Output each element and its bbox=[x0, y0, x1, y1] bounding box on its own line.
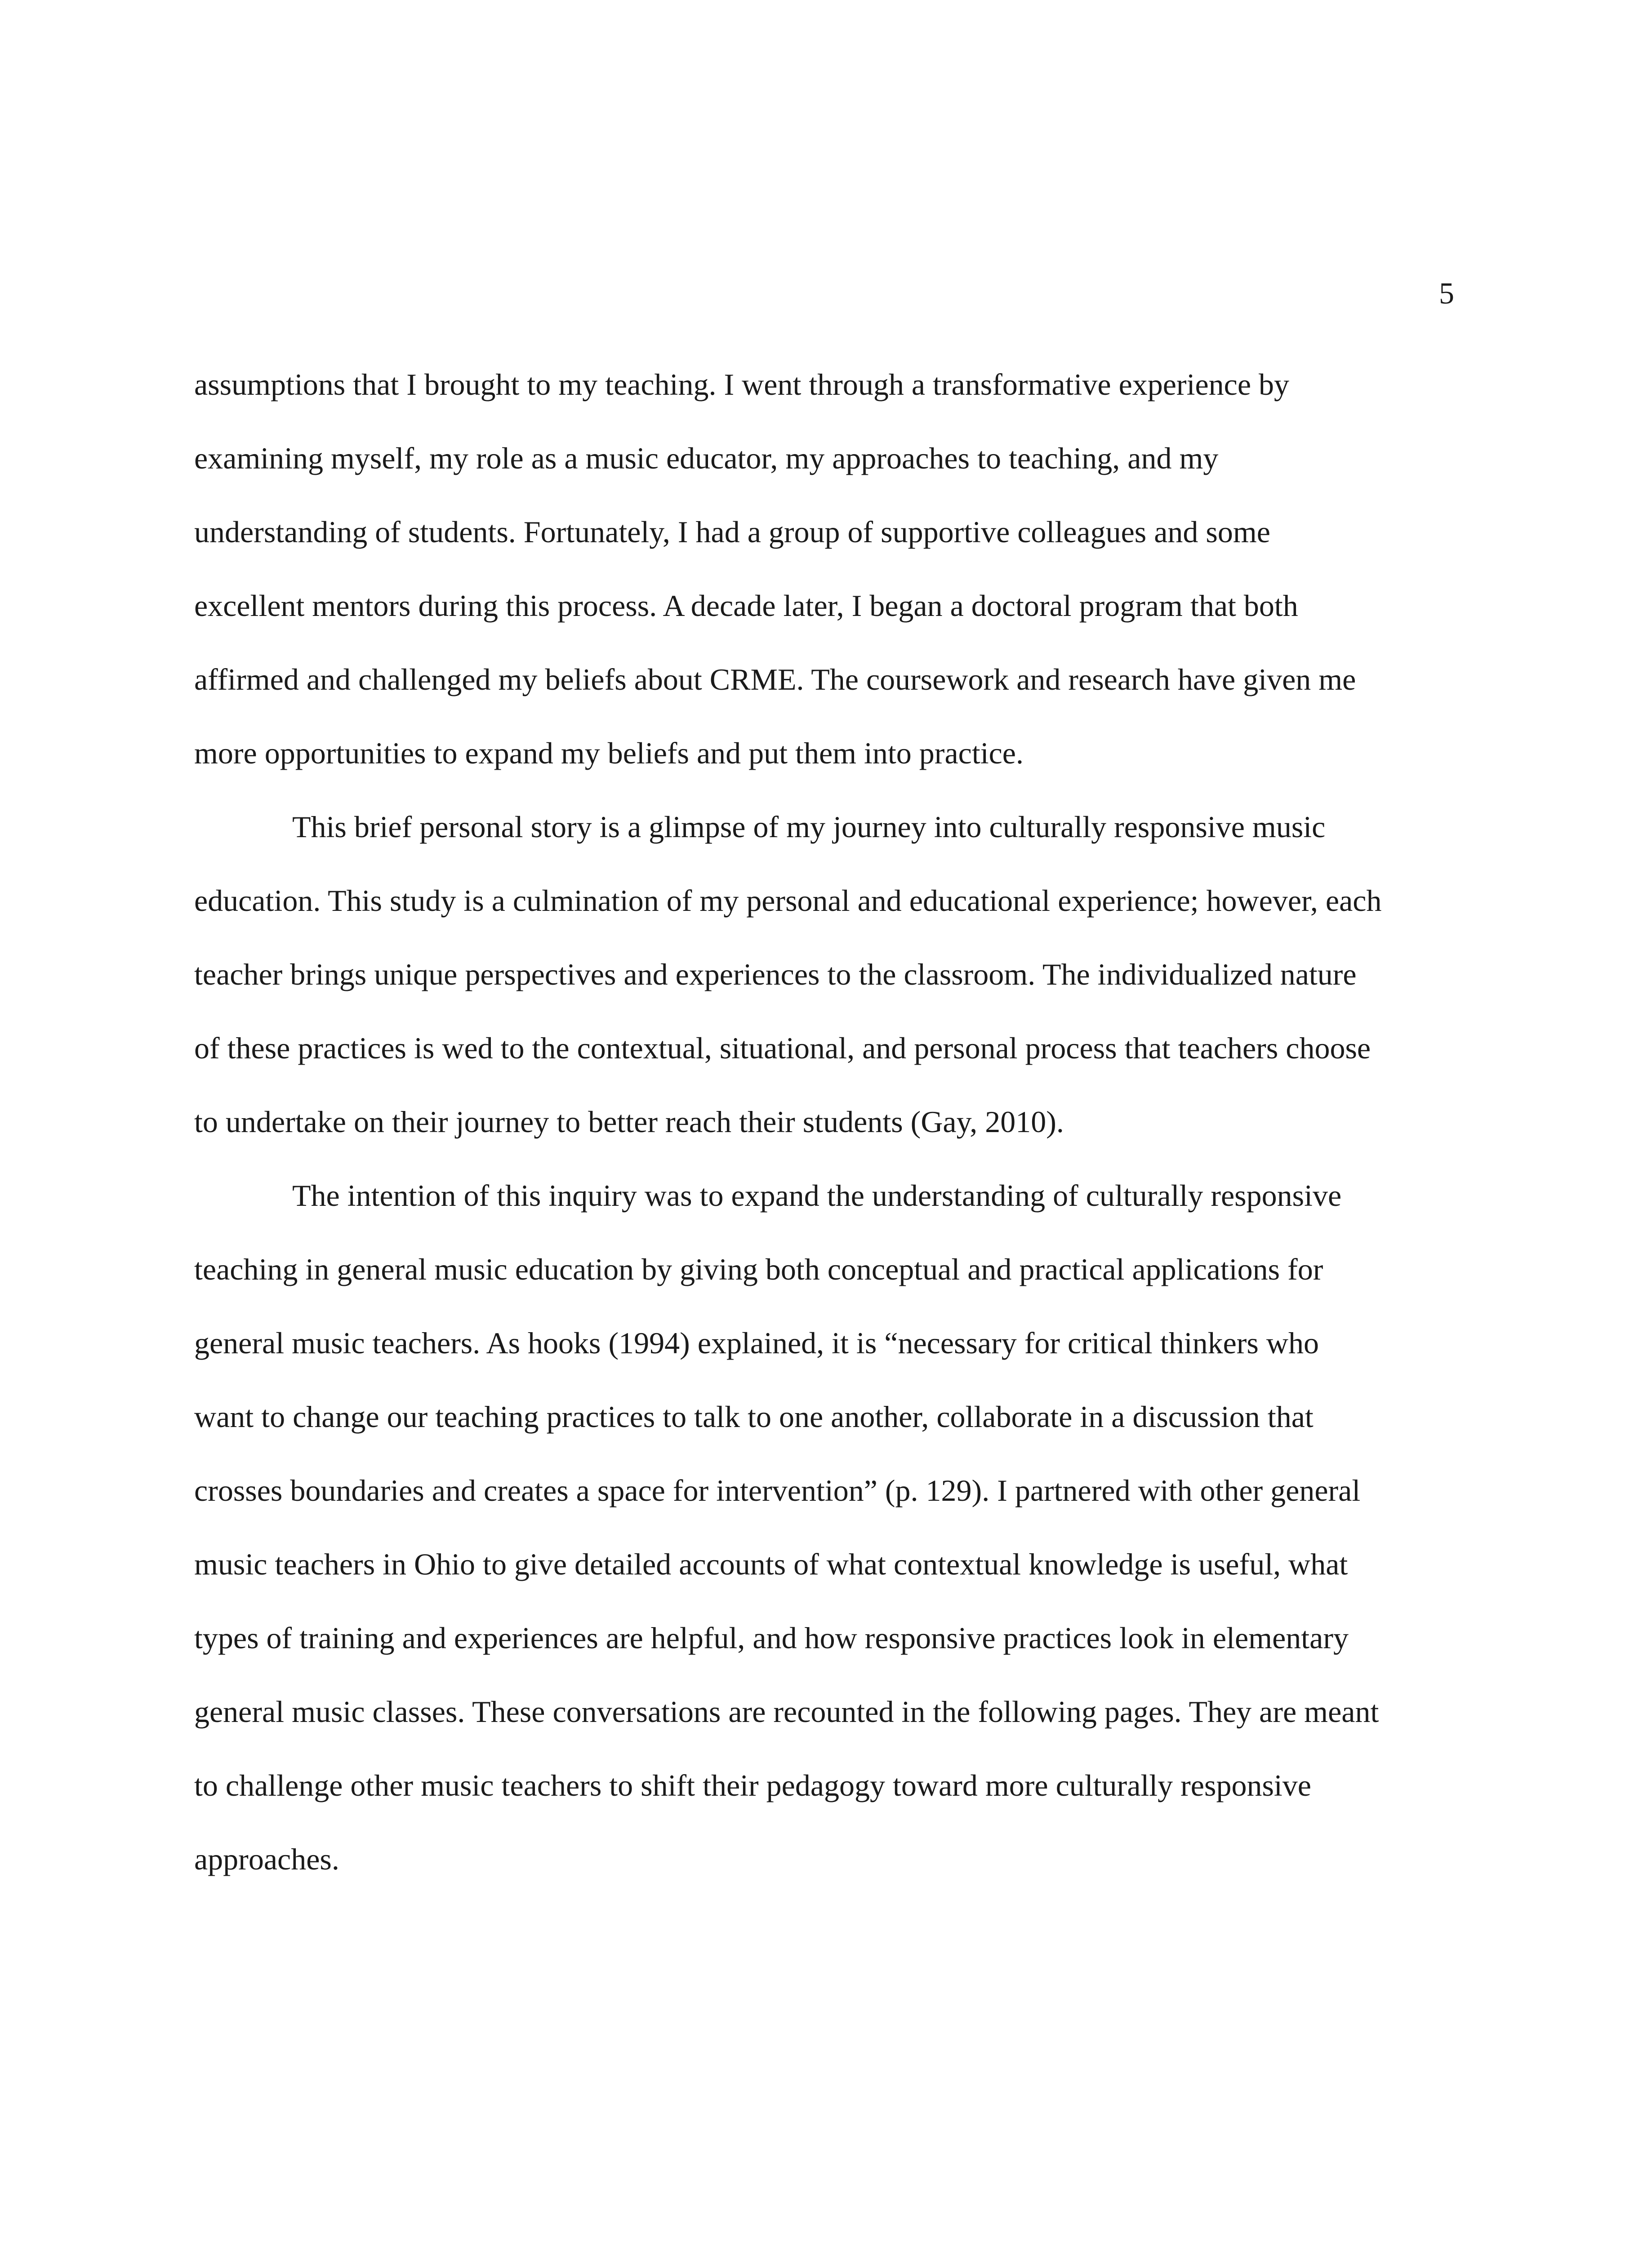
text-line: want to change our teaching practices to talk to one another, collaborate in a discussion that bbox=[194, 1400, 1314, 1434]
text-line: affirmed and challenged my beliefs about CRME. The coursework and research have given me bbox=[194, 662, 1356, 696]
text-line: examining myself, my role as a music educator, my approaches to teaching, and my bbox=[194, 441, 1219, 475]
text-line: music teachers in Ohio to give detailed accounts of what contextual knowledge is useful, what bbox=[194, 1547, 1348, 1581]
text-line: approaches. bbox=[194, 1842, 339, 1876]
text-line: assumptions that I brought to my teaching. I went through a transformative experience by bbox=[194, 367, 1290, 401]
text-line-first: This brief personal story is a glimpse of my journey into culturally responsive music bbox=[292, 810, 1326, 844]
text-line-first: The intention of this inquiry was to expand the understanding of culturally responsive bbox=[292, 1178, 1342, 1213]
text-line: education. This study is a culmination of my personal and educational experience; however, each bbox=[194, 883, 1382, 918]
text-line: types of training and experiences are helpful, and how responsive practices look in elementary bbox=[194, 1621, 1349, 1655]
text-line: of these practices is wed to the contextual, situational, and personal process that teachers choose bbox=[194, 1031, 1371, 1065]
text-line: general music classes. These conversations are recounted in the following pages. They are meant bbox=[194, 1695, 1379, 1729]
text-line: general music teachers. As hooks (1994) explained, it is “necessary for critical thinkers who bbox=[194, 1326, 1319, 1360]
paragraph-1 bbox=[194, 364, 1457, 807]
paragraph-2 bbox=[194, 807, 1457, 1175]
text-line: understanding of students. Fortunately, I had a group of supportive colleagues and some bbox=[194, 515, 1270, 549]
text-line: teacher brings unique perspectives and experiences to the classroom. The individualized nature bbox=[194, 957, 1357, 991]
text-line: to challenge other music teachers to shift their pedagogy toward more culturally responsive bbox=[194, 1768, 1311, 1802]
text-line: teaching in general music education by giving both conceptual and practical applications for bbox=[194, 1252, 1323, 1286]
paragraph-3 bbox=[194, 1175, 1457, 1913]
text-line: excellent mentors during this process. A decade later, I began a doctoral program that both bbox=[194, 589, 1298, 623]
text-line: more opportunities to expand my beliefs and put them into practice. bbox=[194, 736, 1024, 770]
page-number: 5 bbox=[1439, 276, 1454, 310]
text-line: crosses boundaries and creates a space for intervention” (p. 129). I partnered with other general bbox=[194, 1473, 1361, 1508]
body-text bbox=[194, 364, 1457, 1913]
text-line: to undertake on their journey to better reach their students (Gay, 2010). bbox=[194, 1105, 1064, 1139]
